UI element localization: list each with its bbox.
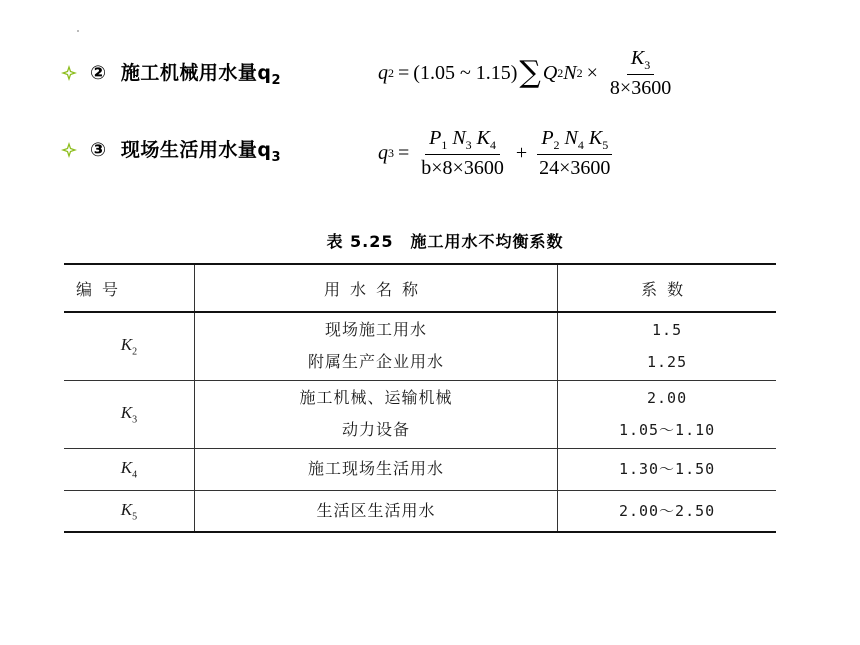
- formula-q3: q 3 = $\frac{P_1 N_3 K_4}{b\times 8\times 3600}$ + $\frac{P_2 N_4 K_5}{24\times 3600}$: [378, 120, 618, 186]
- table-row: [64, 380, 776, 448]
- header-code: 编号: [64, 264, 194, 312]
- table-row: [64, 312, 776, 380]
- table-header-row: [64, 264, 776, 312]
- row-code: $K_2$: [64, 312, 194, 380]
- row-values: 2.00 1.05～1.10: [558, 380, 776, 448]
- row-code: $K_4$: [64, 448, 194, 490]
- header-usage-name: 用水名称: [194, 264, 557, 312]
- row-names: 生活区生活用水: [194, 490, 557, 532]
- row-code: $K_5$: [64, 490, 194, 532]
- row-names: 施工现场生活用水: [194, 448, 557, 490]
- row-names: 施工机械、运输机械 动力设备: [194, 380, 557, 448]
- bullet-construction-machinery: [60, 58, 281, 88]
- row-values: 1.5 1.25: [558, 312, 776, 380]
- row-values: 2.00～2.50: [558, 490, 776, 532]
- stray-dot: [77, 30, 79, 32]
- formula-fraction: $\frac{K_3}{8\times 3600}$: [609, 46, 672, 99]
- diamond-bullet-icon: [60, 141, 78, 159]
- coefficient-table: [64, 263, 776, 533]
- row-names: 现场施工用水 附属生产企业用水: [194, 312, 557, 380]
- row-values: 1.30～1.50: [558, 448, 776, 490]
- row-code: $K_3$: [64, 380, 194, 448]
- bullet-text: ③ 现场生活用水量$q_3$: [90, 139, 281, 165]
- table-row: [64, 448, 776, 490]
- diamond-bullet-icon: [60, 64, 78, 82]
- table-caption: 表 5.25 施工用水不均衡系数: [326, 232, 564, 251]
- bullet-text: ② 施工机械用水量$q_2$: [90, 62, 281, 88]
- bullet-site-living: [60, 135, 281, 165]
- formula-q2: q 2 = (1.05 ~ 1.15) ∑ Q 2 N 2 × $\frac{K_3}{8\times 3600}$: [378, 44, 679, 102]
- table-row: [64, 490, 776, 532]
- header-coefficient: 系数: [558, 264, 776, 312]
- formula-fraction: $\frac{P_1 N_3 K_4}{b\times 8\times 3600}$: [421, 126, 504, 179]
- formula-fraction: $\frac{P_2 N_4 K_5}{24\times 3600}$: [539, 126, 611, 179]
